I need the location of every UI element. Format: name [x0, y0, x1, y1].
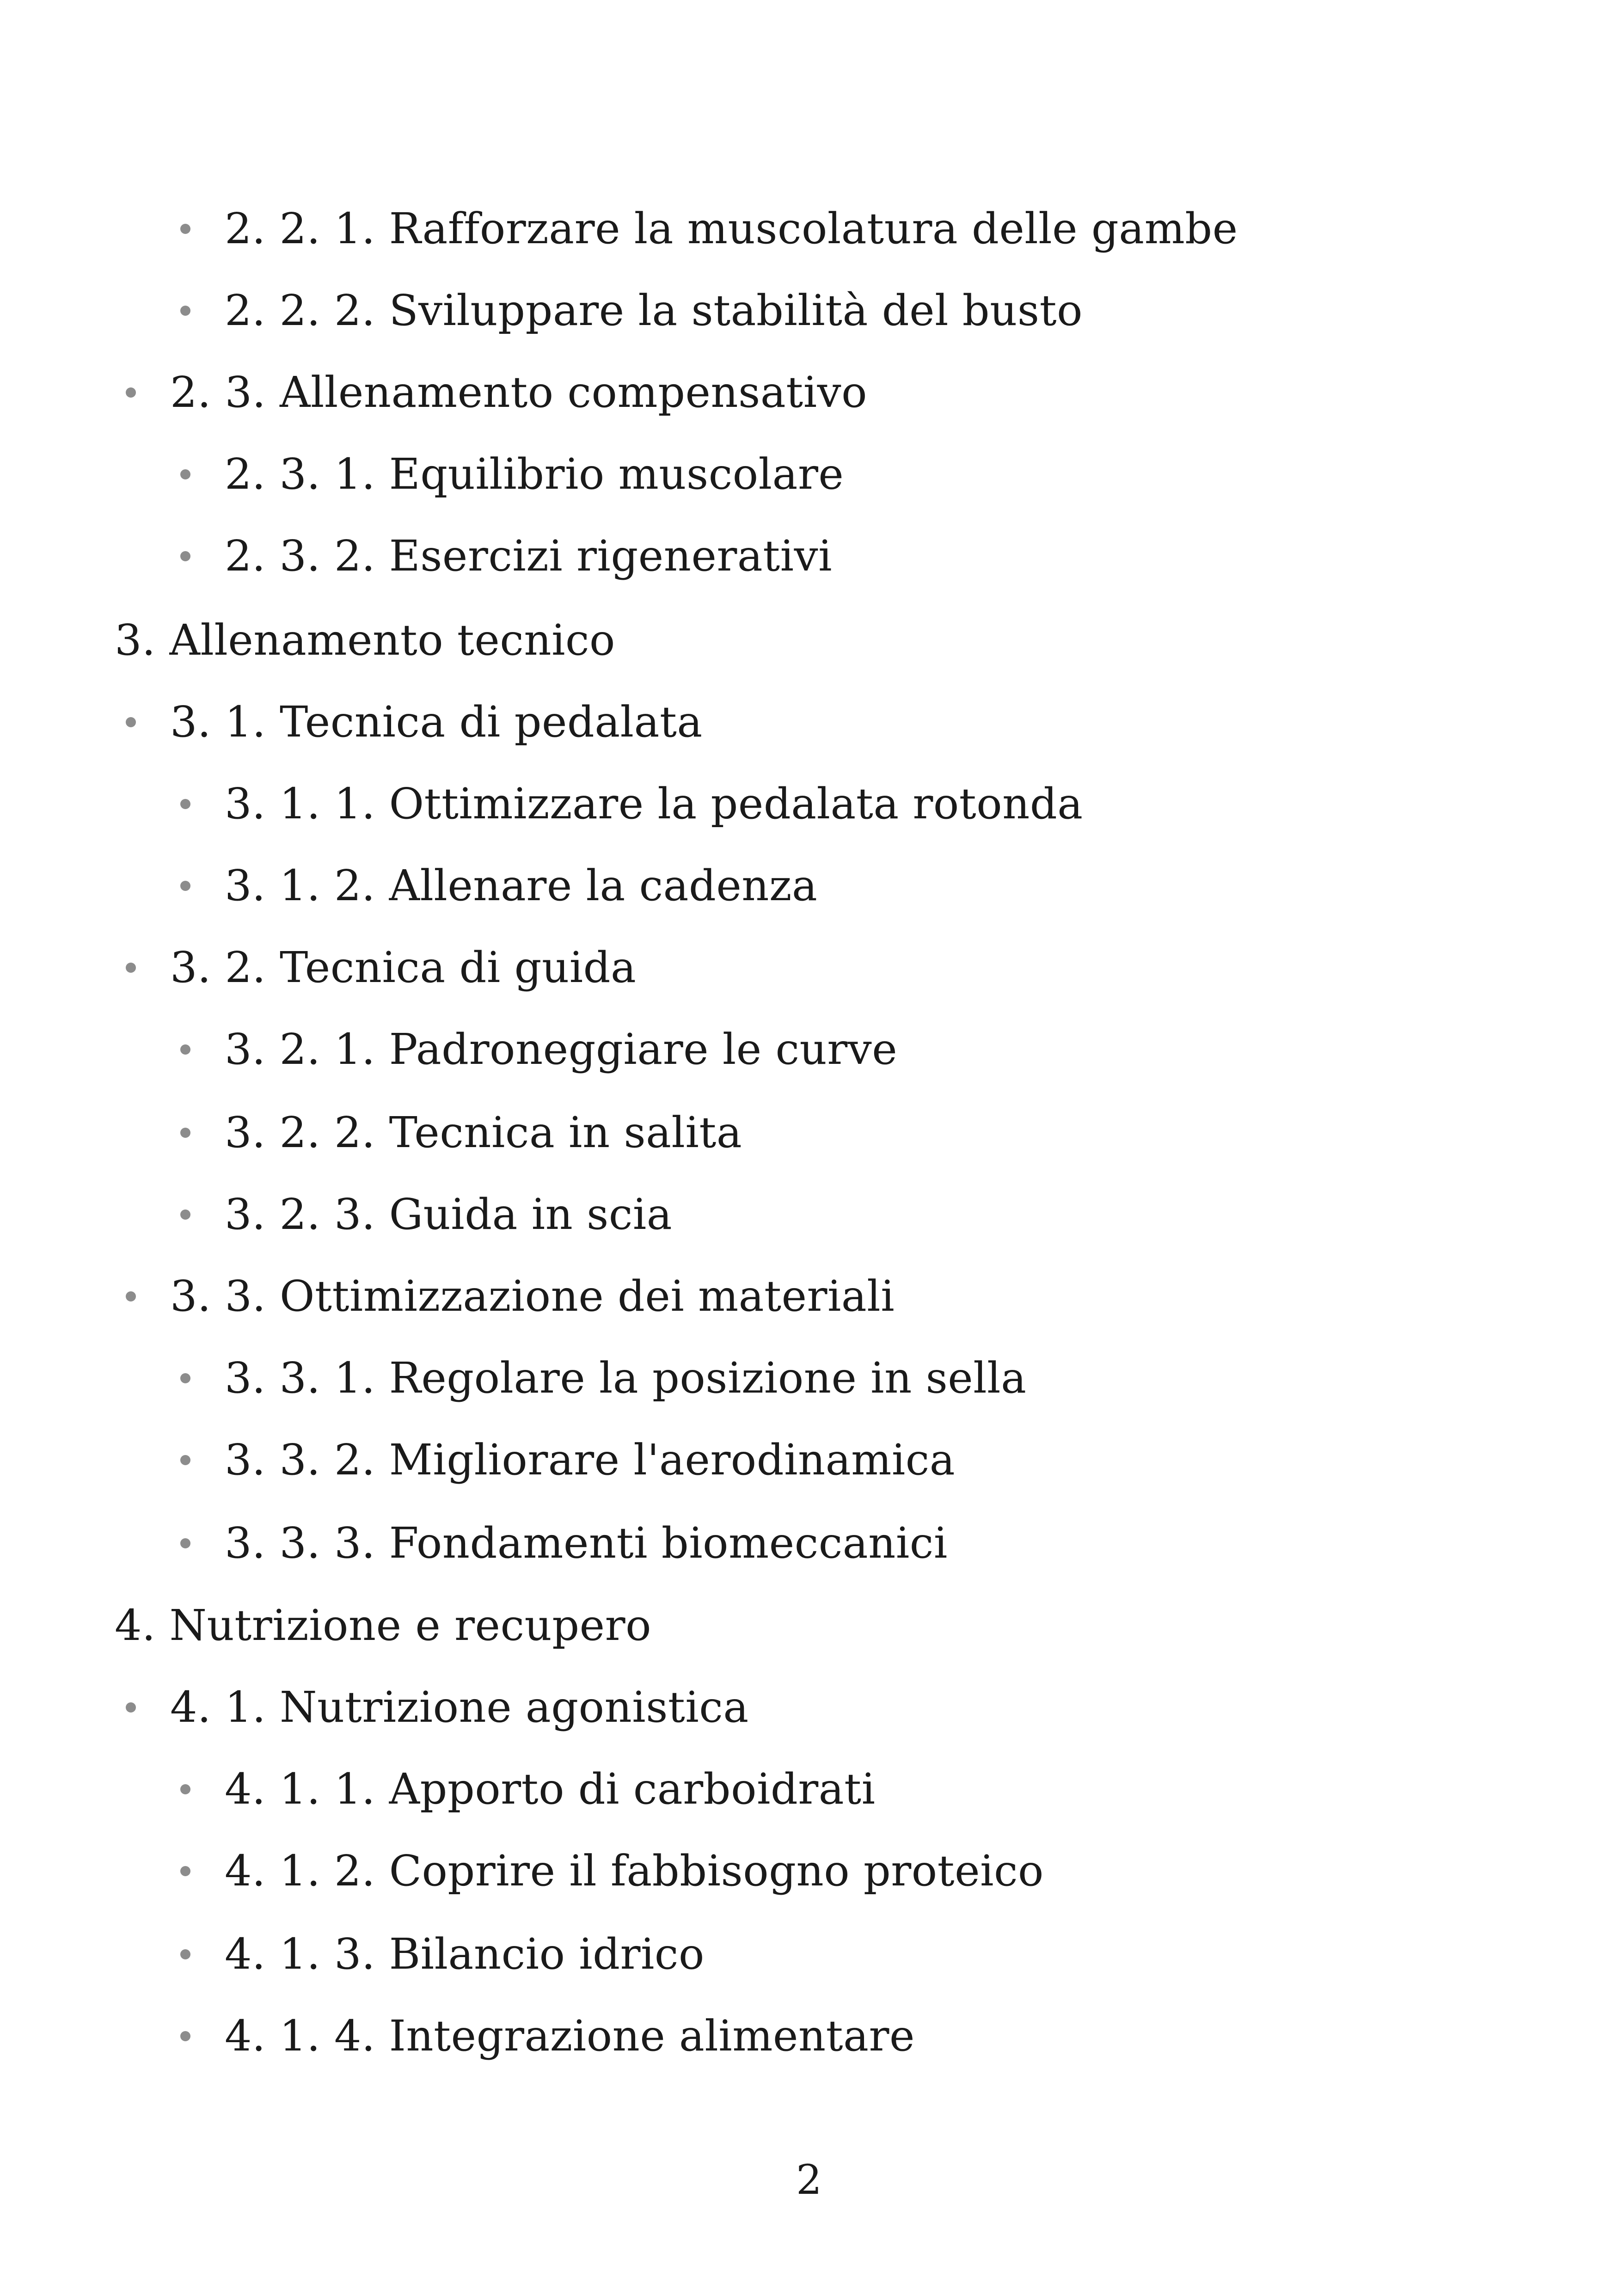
toc-entry [180, 1836, 1044, 1906]
toc-entry-text: 3. 2. Tecnica di guida [170, 943, 637, 992]
toc-chapter-text: 3. Allenamento tecnico [115, 615, 615, 665]
bullet-icon [180, 1373, 190, 1383]
toc-entry [180, 440, 844, 509]
bullet-icon [180, 1455, 190, 1465]
bullet-icon [180, 1209, 190, 1220]
toc-entry-text: 4. 1. 4. Integrazione alimentare [225, 2011, 915, 2061]
bullet-icon [126, 1291, 136, 1301]
toc-entry-text: 3. 1. 1. Ottimizzare la pedalata rotonda [225, 779, 1083, 829]
bullet-icon [180, 1784, 190, 1794]
toc-entry [180, 1180, 672, 1249]
toc-entry [180, 1098, 742, 1167]
toc-chapter [115, 1591, 651, 1660]
toc-entry-text: 3. 2. 1. Padroneggiare le curve [225, 1025, 898, 1074]
toc-entry [180, 2001, 915, 2071]
toc-entry-text: 3. 2. 2. Tecnica in salita [225, 1108, 742, 1157]
toc-chapter-text: 4. Nutrizione e recupero [115, 1601, 651, 1650]
bullet-icon [126, 1702, 136, 1713]
toc-entry-text: 2. 3. 1. Equilibrio muscolare [225, 449, 844, 499]
bullet-icon [126, 717, 136, 727]
bullet-icon [180, 306, 190, 316]
toc-entry [126, 358, 867, 427]
toc-entry-text: 2. 3. Allenamento compensativo [170, 368, 867, 417]
bullet-icon [180, 224, 190, 234]
bullet-icon [180, 1949, 190, 1959]
toc-entry [126, 1673, 749, 1742]
toc-entry [180, 276, 1083, 345]
bullet-icon [180, 469, 190, 479]
toc-entry-text: 4. 1. 2. Coprire il fabbisogno proteico [225, 1846, 1044, 1896]
toc-entry-text: 3. 1. 2. Allenare la cadenza [225, 861, 818, 910]
toc-entry-text: 2. 3. 2. Esercizi rigenerativi [225, 531, 833, 581]
bullet-icon [180, 1044, 190, 1055]
toc-entry-text: 3. 2. 3. Guida in scia [225, 1190, 673, 1239]
toc-entry-text: 3. 1. Tecnica di pedalata [170, 697, 703, 747]
toc-chapter [115, 606, 615, 675]
toc-entry [126, 688, 703, 757]
toc-entry [180, 1755, 876, 1824]
toc-entry-text: 4. 1. 3. Bilancio idrico [225, 1929, 705, 1979]
bullet-icon [126, 387, 136, 398]
toc-entry-text: 2. 2. 2. Sviluppare la stabilità del busto [225, 286, 1083, 335]
toc-entry [180, 1509, 948, 1578]
toc-entry [180, 769, 1083, 839]
bullet-icon [180, 1538, 190, 1548]
bullet-icon [180, 799, 190, 809]
toc-entry [180, 1920, 705, 1989]
toc-entry [180, 194, 1238, 264]
toc-entry-text: 2. 2. 1. Rafforzare la muscolatura delle gambe [225, 204, 1238, 253]
toc-entry-text: 4. 1. 1. Apporto di carboidrati [225, 1764, 876, 1814]
bullet-icon [180, 1128, 190, 1138]
toc-entry-text: 4. 1. Nutrizione agonistica [170, 1682, 749, 1732]
toc-entry-text: 3. 3. Ottimizzazione dei materiali [170, 1271, 895, 1321]
toc-entry [180, 851, 817, 921]
toc-entry-text: 3. 3. 2. Migliorare l'aerodinamica [225, 1435, 956, 1485]
bullet-icon [180, 881, 190, 891]
toc-entry [180, 1344, 1026, 1413]
toc-entry [180, 522, 832, 591]
bullet-icon [126, 963, 136, 973]
toc-entry [126, 1262, 895, 1331]
toc-entry-text: 3. 3. 3. Fondamenti biomeccanici [225, 1518, 948, 1568]
bullet-icon [180, 2031, 190, 2041]
toc-entry [126, 933, 636, 1002]
toc-entry [180, 1425, 955, 1495]
toc-entry [180, 1015, 897, 1084]
page-number: 2 [796, 2156, 822, 2204]
toc-entry-text: 3. 3. 1. Regolare la posizione in sella [225, 1353, 1027, 1403]
bullet-icon [180, 1866, 190, 1876]
bullet-icon [180, 551, 190, 561]
